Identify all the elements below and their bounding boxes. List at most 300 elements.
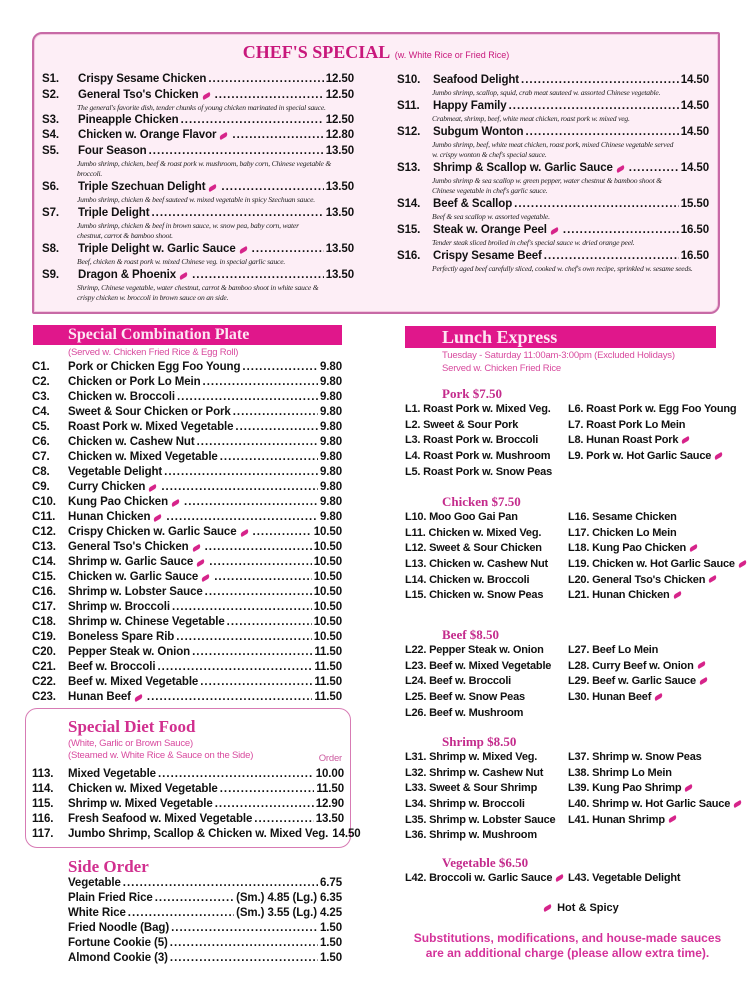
- item-price: 16.50: [680, 250, 709, 262]
- item-code: C1.: [32, 361, 50, 373]
- lunch-category: [405, 385, 737, 478]
- lunch-column-left: [405, 643, 551, 721]
- lunch-item[interactable]: [568, 449, 736, 465]
- item-code: C4.: [32, 406, 50, 418]
- dot-leader: [208, 72, 323, 87]
- menu-item[interactable]: [32, 827, 361, 842]
- lunch-item[interactable]: [405, 510, 548, 526]
- chefs-special-panel: [32, 32, 720, 314]
- menu-item[interactable]: [397, 197, 709, 212]
- dot-leader: [149, 144, 324, 159]
- lunch-item[interactable]: [568, 643, 710, 659]
- lunch-category-title: Beef $8.50: [442, 627, 500, 642]
- lunch-item[interactable]: [405, 690, 551, 706]
- item-price: 9.80: [320, 451, 342, 463]
- item-code: C15.: [32, 571, 56, 583]
- item-price: 16.50: [680, 224, 709, 236]
- lunch-category: [405, 854, 725, 884]
- menu-item[interactable]: [68, 921, 342, 936]
- dot-leader: [200, 675, 312, 690]
- menu-item[interactable]: [397, 249, 709, 264]
- item-price: 12.90: [315, 798, 344, 810]
- item-name: Fresh Seafood w. Mixed Vegetable: [68, 813, 253, 825]
- lunch-category: [405, 493, 735, 602]
- item-price: 11.50: [314, 661, 342, 673]
- item-name: L5. Roast Pork w. Snow Peas: [405, 465, 553, 478]
- menu-item[interactable]: [397, 223, 709, 238]
- lunch-item[interactable]: [405, 781, 555, 797]
- item-price: 9.80: [320, 481, 342, 493]
- item-price: 11.50: [314, 676, 342, 688]
- item-name: L24. Beef w. Broccoli: [405, 675, 512, 688]
- menu-item[interactable]: [32, 480, 342, 495]
- item-description: Jumbo shrimp, beef, white meat chicken, roast pork, mixed Chinese vegetable served: [432, 140, 674, 149]
- dot-leader: [232, 128, 323, 143]
- item-name: L8. Hunan Roast Pork: [568, 434, 679, 447]
- item-price: 10.50: [313, 601, 342, 613]
- diet-subtitle-1: (White, Garlic or Brown Sauce): [68, 738, 193, 749]
- item-description: Jumbo shrimp, chicken & beef sauteed w. mixed vegetable in spicy Szechuan sauce.: [77, 195, 315, 204]
- item-name: Shrimp w. Mixed Vegetable: [68, 798, 213, 810]
- chili-icon: [684, 784, 694, 792]
- menu-item[interactable]: [32, 375, 342, 390]
- item-code: C13.: [32, 541, 56, 553]
- lunch-item[interactable]: [568, 781, 744, 797]
- item-name: L14. Chicken w. Broccoli: [405, 573, 530, 586]
- item-code: C11.: [32, 511, 56, 523]
- menu-item[interactable]: [32, 585, 342, 600]
- dot-leader: [220, 450, 318, 465]
- lunch-column-left: [405, 402, 552, 480]
- lunch-item[interactable]: [568, 433, 736, 449]
- menu-item[interactable]: [32, 797, 344, 812]
- item-name: L26. Beef w. Mushroom: [405, 706, 524, 719]
- menu-item[interactable]: [32, 405, 342, 420]
- menu-item[interactable]: [32, 525, 342, 540]
- menu-item[interactable]: [68, 876, 342, 891]
- menu-item[interactable]: [32, 630, 342, 645]
- lunch-item[interactable]: [568, 674, 710, 690]
- chili-icon: [733, 800, 743, 808]
- menu-item[interactable]: [397, 99, 709, 114]
- item-code: S7.: [42, 207, 59, 219]
- dot-leader: [203, 375, 318, 390]
- item-name: Curry Chicken: [68, 481, 146, 493]
- item-description: w. crispy wonton & chef's special sauce.: [432, 150, 547, 159]
- item-name: Crispy Sesame Beef: [433, 250, 542, 262]
- item-price: 10.50: [313, 526, 342, 538]
- item-name: L43. Vegetable Delight: [568, 872, 681, 884]
- lunch-column-right: [568, 750, 744, 828]
- lunch-item[interactable]: [568, 690, 710, 706]
- lunch-item[interactable]: [405, 706, 551, 722]
- item-name: L31. Shrimp w. Mixed Veg.: [405, 751, 538, 763]
- chili-icon: [689, 544, 699, 552]
- item-name: General Tso's Chicken: [78, 89, 199, 101]
- lunch-item[interactable]: [405, 750, 555, 766]
- item-price: 14.50: [332, 828, 361, 840]
- menu-item[interactable]: [42, 72, 354, 87]
- dot-leader: [171, 921, 318, 936]
- item-code: C23.: [32, 691, 56, 703]
- menu-item[interactable]: [42, 113, 354, 128]
- dot-leader: [209, 555, 312, 570]
- item-code: S9.: [42, 269, 59, 281]
- lunch-column-right: [568, 871, 680, 887]
- lunch-item[interactable]: [568, 766, 744, 782]
- item-name: L34. Shrimp w. Broccoli: [405, 798, 525, 811]
- lunch-item[interactable]: [568, 402, 736, 418]
- dot-leader: [233, 405, 318, 420]
- item-description: crispy chicken w. broccoli in brown sauce on an side.: [77, 293, 229, 302]
- dot-leader: [253, 525, 312, 540]
- lunch-column-right: [568, 510, 747, 604]
- item-code: C20.: [32, 646, 56, 658]
- item-name: Boneless Spare Rib: [68, 631, 175, 643]
- chili-icon: [555, 874, 565, 882]
- dot-leader: [205, 540, 312, 555]
- menu-item[interactable]: [32, 495, 342, 510]
- menu-item[interactable]: [32, 450, 342, 465]
- item-name: Seafood Delight: [433, 74, 520, 86]
- item-code: S16.: [397, 250, 421, 262]
- item-name: Mixed Vegetable: [68, 768, 156, 780]
- item-code: 116.: [32, 813, 54, 825]
- lunch-item[interactable]: [405, 588, 548, 604]
- combo-title: Special Combination Plate: [33, 325, 342, 345]
- menu-item[interactable]: [397, 161, 709, 176]
- menu-item[interactable]: [32, 615, 342, 630]
- dot-leader: [215, 88, 324, 103]
- menu-item[interactable]: [32, 555, 342, 570]
- item-name: Triple Delight: [78, 207, 150, 219]
- menu-item[interactable]: [397, 73, 709, 88]
- item-price: 9.80: [320, 406, 342, 418]
- item-code: C16.: [32, 586, 56, 598]
- item-name: L11. Chicken w. Mixed Veg.: [405, 526, 542, 539]
- item-code: C8.: [32, 466, 50, 478]
- item-price: 14.50: [680, 74, 709, 86]
- item-code: S6.: [42, 181, 59, 193]
- menu-item[interactable]: [32, 600, 342, 615]
- lunch-item[interactable]: [568, 510, 747, 526]
- dot-leader: [521, 73, 679, 88]
- item-price: 6.75: [320, 877, 342, 889]
- lunch-item[interactable]: [568, 813, 744, 829]
- chili-icon: [201, 574, 211, 582]
- dot-leader: [214, 570, 311, 585]
- menu-item[interactable]: [42, 144, 354, 159]
- menu-item[interactable]: [32, 660, 342, 675]
- chili-icon: [191, 544, 201, 552]
- chili-icon: [153, 514, 163, 522]
- dot-leader: [170, 936, 318, 951]
- item-description: Shrimp, Chinese vegetable, water chestnut, carrot & bamboo shoot in white sauce &: [77, 283, 319, 292]
- item-price: 13.50: [325, 269, 354, 281]
- lunch-column-left: [405, 871, 566, 887]
- menu-item[interactable]: [32, 767, 344, 782]
- item-price: 9.80: [320, 466, 342, 478]
- dot-leader: [181, 113, 324, 128]
- item-name: Chicken w. Garlic Sauce: [68, 571, 199, 583]
- combo-subtitle: (Served w. Chicken Fried Rice & Egg Roll): [68, 347, 239, 358]
- item-code: C2.: [32, 376, 50, 388]
- item-price: 13.50: [315, 813, 344, 825]
- hot-spicy-legend: [540, 902, 619, 914]
- item-name: Shrimp w. Chinese Vegetable: [68, 616, 225, 628]
- item-description: Jumbo shrimp, scallop, squid, crab meat sauteed w. assorted Chinese vegetable.: [432, 88, 661, 97]
- item-code: C22.: [32, 676, 56, 688]
- item-price: 11.50: [316, 783, 344, 795]
- item-price: 10.50: [313, 631, 342, 643]
- menu-item[interactable]: [32, 360, 342, 375]
- item-code: 117.: [32, 828, 54, 840]
- lunch-item[interactable]: [405, 418, 552, 434]
- dot-leader: [544, 249, 679, 264]
- menu-item[interactable]: [32, 465, 342, 480]
- menu-item[interactable]: [32, 675, 342, 690]
- menu-item[interactable]: [32, 812, 344, 827]
- item-name: Subgum Wonton: [433, 126, 524, 138]
- item-name: Shrimp w. Broccoli: [68, 601, 170, 613]
- menu-item[interactable]: [68, 936, 342, 951]
- item-name: L23. Beef w. Mixed Vegetable: [405, 659, 552, 672]
- item-description: Jumbo shrimp, chicken, beef & roast pork w. mushroom, baby corn, Chinese vegetable & broccoli.: [77, 159, 332, 178]
- dot-leader: [184, 495, 318, 510]
- item-name: Chicken w. Orange Flavor: [78, 129, 217, 141]
- item-price: (Sm.) 3.55 (Lg.) 4.25: [236, 907, 342, 919]
- chili-icon: [208, 184, 218, 192]
- chefs-special-header: [34, 42, 718, 63]
- item-price: 10.50: [313, 571, 342, 583]
- item-price: 14.50: [680, 126, 709, 138]
- item-code: C17.: [32, 601, 56, 613]
- item-name: Triple Delight w. Garlic Sauce: [78, 243, 236, 255]
- item-name: L40. Shrimp w. Hot Garlic Sauce: [568, 798, 731, 811]
- chili-icon: [708, 575, 718, 583]
- item-name: Vegetable: [68, 877, 121, 889]
- lunch-item[interactable]: [405, 766, 555, 782]
- side-order-title: Side Order: [68, 857, 149, 876]
- lunch-item[interactable]: [405, 433, 552, 449]
- dot-leader: [177, 390, 318, 405]
- chili-icon: [134, 694, 144, 702]
- lunch-item[interactable]: [568, 871, 680, 887]
- dot-leader: [252, 242, 324, 257]
- item-name: Beef w. Mixed Vegetable: [68, 676, 199, 688]
- lunch-item[interactable]: [405, 813, 555, 829]
- item-name: L25. Beef w. Snow Peas: [405, 691, 525, 704]
- item-code: C19.: [32, 631, 56, 643]
- chefs-special-title: CHEF'S SPECIAL: [242, 42, 391, 62]
- item-name: L42. Broccoli w. Garlic Sauce: [405, 872, 553, 884]
- lunch-item[interactable]: [568, 573, 747, 589]
- diet-panel: [25, 708, 361, 848]
- item-name: Steak w. Orange Peel: [433, 224, 547, 236]
- lunch-column-left: [405, 510, 548, 604]
- menu-item[interactable]: [32, 390, 342, 405]
- item-name: Four Season: [78, 145, 147, 157]
- chili-icon: [238, 246, 248, 254]
- lunch-item[interactable]: [405, 541, 548, 557]
- item-price: 12.50: [325, 114, 354, 126]
- chili-icon: [698, 677, 708, 685]
- item-name: Chicken w. Broccoli: [68, 391, 175, 403]
- chili-icon: [543, 904, 553, 912]
- menu-item[interactable]: [42, 128, 354, 143]
- chili-icon: [219, 132, 229, 140]
- item-name: L28. Curry Beef w. Onion: [568, 659, 694, 672]
- item-name: Chicken w. Cashew Nut: [68, 436, 195, 448]
- item-name: Beef w. Broccoli: [68, 661, 156, 673]
- chili-icon: [667, 815, 677, 823]
- item-name: L2. Sweet & Sour Pork: [405, 418, 519, 431]
- item-name: Jumbo Shrimp, Scallop & Chicken w. Mixed Veg.: [68, 828, 329, 840]
- dot-leader: [157, 660, 312, 675]
- item-name: Crispy Chicken w. Garlic Sauce: [68, 526, 237, 538]
- lunch-item[interactable]: [405, 465, 552, 481]
- item-price: 10.00: [315, 768, 344, 780]
- menu-item[interactable]: [32, 420, 342, 435]
- lunch-item[interactable]: [405, 526, 548, 542]
- chili-icon: [179, 272, 189, 280]
- item-name: L18. Kung Pao Chicken: [568, 542, 687, 555]
- item-price: 10.50: [313, 556, 342, 568]
- menu-item[interactable]: [32, 690, 342, 705]
- item-name: Chicken w. Mixed Vegetable: [68, 783, 218, 795]
- lunch-item[interactable]: [568, 797, 744, 813]
- item-name: Kung Pao Chicken: [68, 496, 168, 508]
- menu-item[interactable]: [42, 268, 354, 283]
- lunch-category: [405, 733, 731, 842]
- item-name: Shrimp & Scallop w. Garlic Sauce: [433, 162, 613, 174]
- item-name: L19. Chicken w. Hot Garlic Sauce: [568, 558, 735, 571]
- item-name: L27. Beef Lo Mein: [568, 644, 659, 656]
- chili-icon: [696, 661, 706, 669]
- dot-leader: [514, 197, 679, 212]
- lunch-item[interactable]: [568, 418, 736, 434]
- lunch-item[interactable]: [568, 588, 747, 604]
- item-code: S4.: [42, 129, 59, 141]
- menu-item[interactable]: [42, 88, 354, 103]
- lunch-item[interactable]: [568, 526, 747, 542]
- chili-icon: [714, 452, 724, 460]
- lunch-item[interactable]: [405, 797, 555, 813]
- item-code: S11.: [397, 100, 420, 112]
- chili-icon: [171, 499, 181, 507]
- chili-icon: [615, 165, 625, 173]
- chili-icon: [148, 484, 158, 492]
- item-price: 15.50: [680, 198, 709, 210]
- item-price: 9.80: [320, 496, 342, 508]
- menu-item[interactable]: [68, 951, 342, 966]
- menu-item[interactable]: [68, 891, 342, 906]
- item-name: Pineapple Chicken: [78, 114, 179, 126]
- item-code: 114.: [32, 783, 54, 795]
- menu-item[interactable]: [397, 125, 709, 140]
- item-price: 13.50: [325, 243, 354, 255]
- menu-item[interactable]: [68, 906, 342, 921]
- chili-icon: [681, 436, 691, 444]
- item-description: Jumbo shrimp, chicken & beef in brown sauce, w. snow pea, baby corn, water: [77, 221, 299, 230]
- item-name: L32. Shrimp w. Cashew Nut: [405, 766, 544, 779]
- menu-item[interactable]: [42, 206, 354, 221]
- item-price: 13.50: [325, 207, 354, 219]
- lunch-column-left: [405, 750, 555, 844]
- lunch-item[interactable]: [405, 573, 548, 589]
- item-name: Hunan Beef: [68, 691, 131, 703]
- dot-leader: [158, 767, 314, 782]
- menu-item[interactable]: [32, 510, 342, 525]
- menu-item[interactable]: [42, 242, 354, 257]
- dot-leader: [235, 420, 318, 435]
- item-name: Pork or Chicken Egg Foo Young: [68, 361, 241, 373]
- item-code: C9.: [32, 481, 50, 493]
- menu-item[interactable]: [32, 645, 342, 660]
- lunch-item[interactable]: [405, 557, 548, 573]
- lunch-item[interactable]: [405, 674, 551, 690]
- chefs-special-subtitle: (w. White Rice or Fried Rice): [394, 50, 510, 60]
- lunch-item[interactable]: [405, 828, 555, 844]
- lunch-item[interactable]: [405, 449, 552, 465]
- chili-icon: [672, 591, 682, 599]
- item-price: 1.50: [320, 937, 342, 949]
- lunch-item[interactable]: [568, 541, 747, 557]
- item-code: 113.: [32, 768, 54, 780]
- lunch-hours: Tuesday - Saturday 11:00am-3:00pm (Excluded Holidays): [442, 350, 675, 361]
- item-name: L3. Roast Pork w. Broccoli: [405, 434, 539, 447]
- item-name: White Rice: [68, 907, 126, 919]
- item-code: C14.: [32, 556, 56, 568]
- lunch-item[interactable]: [568, 557, 747, 573]
- item-description: Beef & sea scallop w. assorted vegetable.: [432, 212, 550, 221]
- menu-item[interactable]: [32, 540, 342, 555]
- lunch-item[interactable]: [405, 871, 566, 887]
- chili-icon: [654, 693, 664, 701]
- item-name: L37. Shrimp w. Snow Peas: [568, 751, 702, 763]
- chili-icon: [737, 560, 747, 568]
- item-code: S13.: [397, 162, 421, 174]
- chili-icon: [201, 92, 211, 100]
- item-code: S3.: [42, 114, 59, 126]
- lunch-item[interactable]: [405, 659, 551, 675]
- menu-item[interactable]: [42, 180, 354, 195]
- lunch-item[interactable]: [405, 402, 552, 418]
- menu-item[interactable]: [32, 570, 342, 585]
- item-name: Roast Pork w. Mixed Vegetable: [68, 421, 234, 433]
- item-name: Hunan Chicken: [68, 511, 151, 523]
- item-name: L16. Sesame Chicken: [568, 511, 677, 523]
- lunch-item[interactable]: [405, 643, 551, 659]
- menu-item[interactable]: [32, 782, 344, 797]
- item-price: 14.50: [680, 162, 709, 174]
- lunch-category: [405, 626, 725, 719]
- dot-leader: [509, 99, 679, 114]
- lunch-item[interactable]: [568, 750, 744, 766]
- item-name: Shrimp w. Lobster Sauce: [68, 586, 203, 598]
- dot-leader: [215, 797, 314, 812]
- item-code: S12.: [397, 126, 421, 138]
- item-name: L30. Hunan Beef: [568, 691, 652, 704]
- item-price: 1.50: [320, 952, 342, 964]
- item-price: 14.50: [680, 100, 709, 112]
- lunch-item[interactable]: [568, 659, 710, 675]
- diet-order-label: Order: [318, 753, 342, 764]
- dot-leader: [192, 645, 312, 660]
- menu-item[interactable]: [32, 435, 342, 450]
- item-code: S5.: [42, 145, 59, 157]
- item-price: 1.50: [320, 922, 342, 934]
